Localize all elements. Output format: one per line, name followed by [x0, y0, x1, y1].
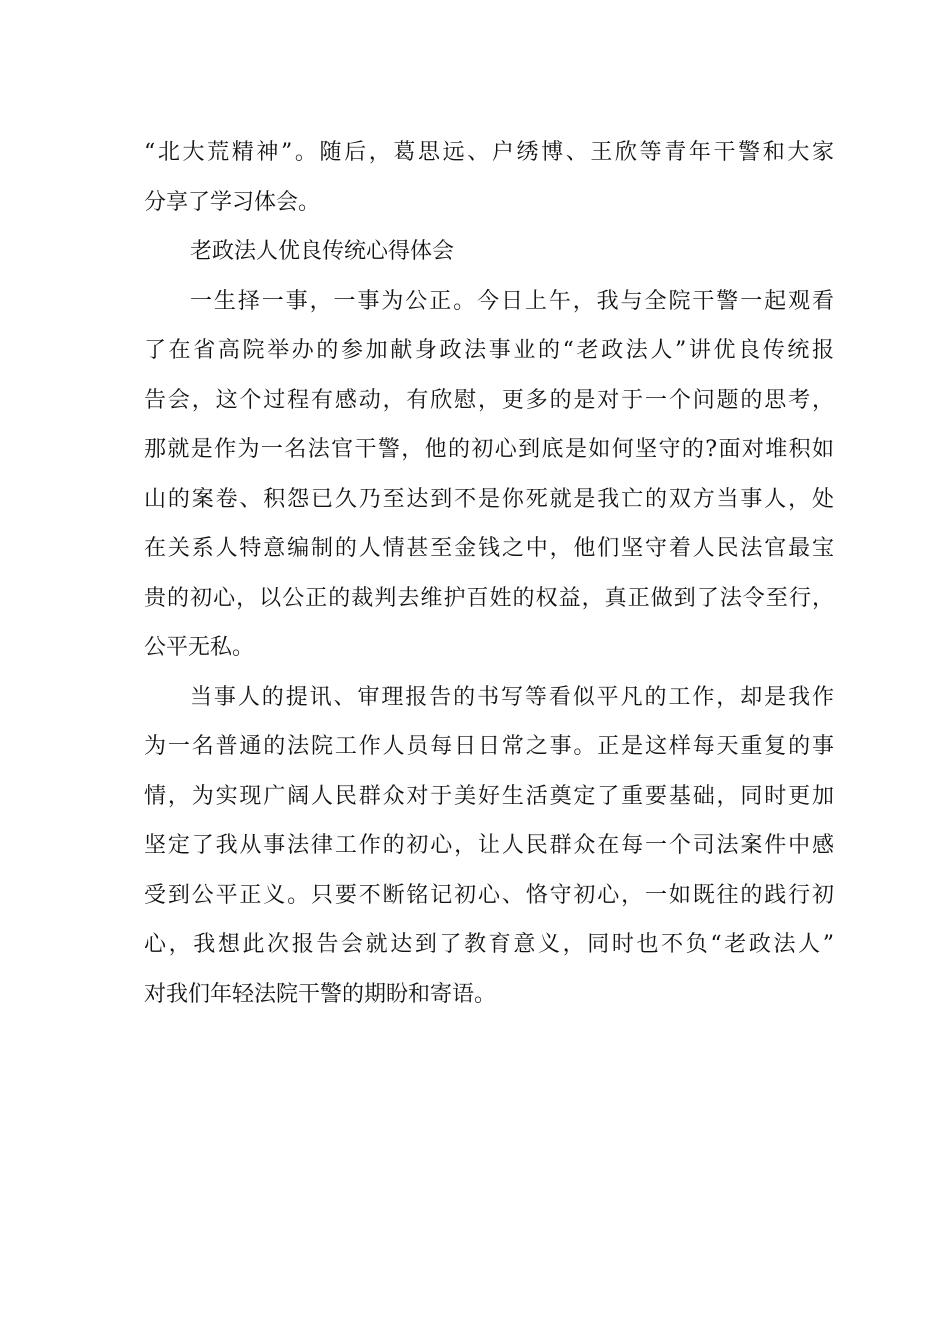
text-line: 那就是作为一名法官干警，他的初心到底是如何坚守的?面对堆积如	[144, 437, 834, 462]
text-line: 了在省高院举办的参加献身政法事业的“老政法人”讲优良传统报	[144, 338, 834, 363]
text-line: 对我们年轻法院干警的期盼和寄语。	[144, 981, 497, 1007]
text-line: 为一名普通的法院工作人员每日日常之事。正是这样每天重复的事	[144, 734, 834, 759]
text-line: 受到公平正义。只要不断铭记初心、恪守初心，一如既往的践行初	[144, 882, 834, 908]
text-line: 分享了学习体会。	[144, 189, 321, 215]
text-line: 在关系人特意编制的人情甚至金钱之中，他们坚守着人民法官最宝	[144, 536, 834, 561]
text-line: 当事人的提讯、审理报告的书写等看似平凡的工作，却是我作	[190, 684, 834, 710]
text-line: 山的案卷、积怨已久乃至达到不是你死就是我亡的双方当事人，处	[144, 486, 834, 512]
text-line: 一生择一事，一事为公正。今日上午，我与全院干警一起观看	[190, 288, 834, 314]
text-line: 心，我想此次报告会就达到了教育意义，同时也不负“老政法人”	[144, 932, 834, 957]
text-line: 情，为实现广阔人民群众对于美好生活奠定了重要基础，同时更加	[144, 783, 834, 809]
text-line: 贵的初心，以公正的裁判去维护百姓的权益，真正做到了法令至行，	[144, 585, 834, 611]
text-line: 老政法人优良传统心得体会	[190, 239, 455, 264]
body-text	[144, 128, 834, 1019]
text-line: 公平无私。	[144, 635, 255, 660]
text-line: 告会，这个过程有感动，有欣慰，更多的是对于一个问题的思考，	[144, 387, 834, 413]
text-line: “北大荒精神”。随后，葛思远、户绣博、王欣等青年干警和大家	[144, 140, 834, 165]
text-line: 坚定了我从事法律工作的初心，让人民群众在每一个司法案件中感	[144, 833, 834, 858]
